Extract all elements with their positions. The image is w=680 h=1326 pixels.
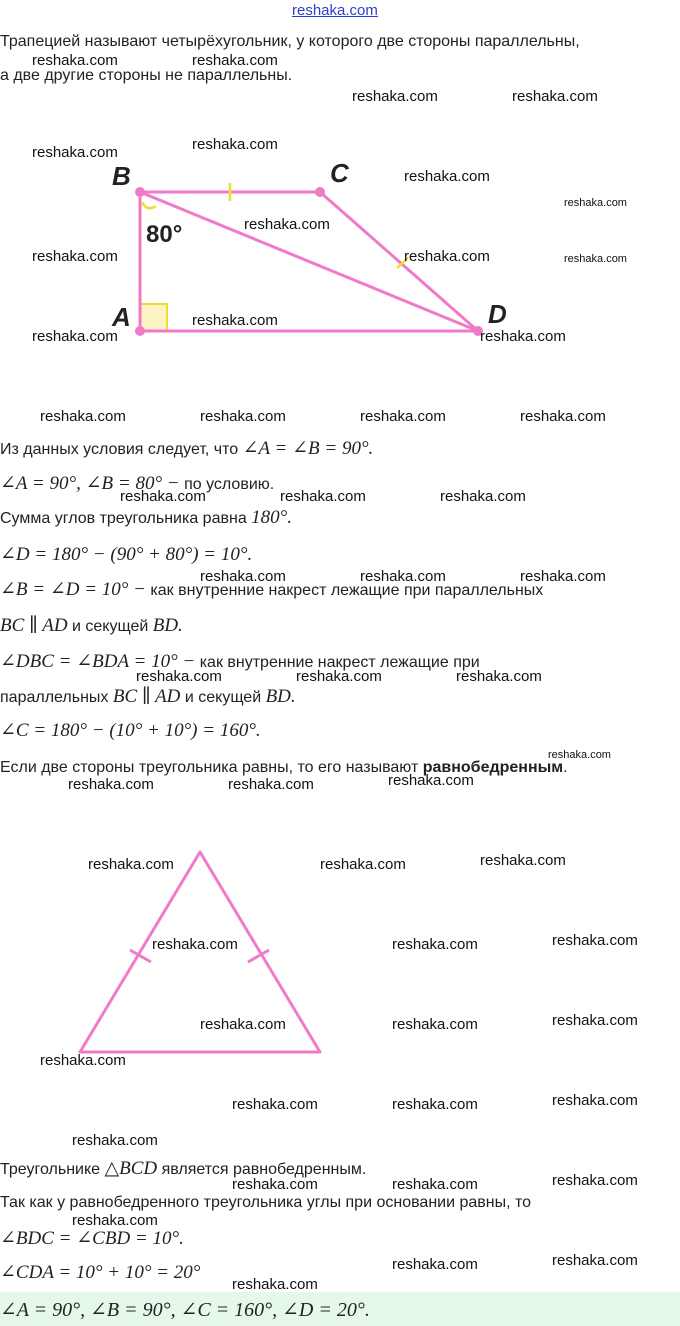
solution-line-9: ∠C = 180° − (10° + 10°) = 160°.	[0, 720, 261, 741]
watermark: reshaka.com	[392, 1256, 478, 1273]
watermark: reshaka.com	[40, 408, 126, 425]
solution-line-1: Из данных условия следует, что ∠A = ∠B = 90°.	[0, 438, 374, 459]
watermark: reshaka.com	[440, 488, 526, 505]
watermark: reshaka.com	[296, 668, 382, 685]
watermark: reshaka.com	[232, 1276, 318, 1293]
answer-text: ∠A = 90°, ∠B = 90°, ∠C = 160°, ∠D = 20°.	[0, 1299, 370, 1321]
intro-line-2: а две другие стороны не параллельны.	[0, 67, 293, 84]
solution2-line-1: Треугольнике △BCD является равнобедренным.	[0, 1158, 367, 1179]
watermark: reshaka.com	[232, 1096, 318, 1113]
watermark: reshaka.com	[40, 1052, 126, 1069]
vertex-label-b: B	[112, 161, 131, 191]
watermark: reshaka.com	[120, 488, 206, 505]
watermark: reshaka.com	[552, 932, 638, 949]
angle-arc	[142, 202, 156, 208]
watermark: reshaka.com	[392, 1176, 478, 1193]
watermark: reshaka.com	[404, 168, 490, 185]
watermark: reshaka.com	[548, 749, 611, 761]
watermark: reshaka.com	[88, 856, 174, 873]
watermark: reshaka.com	[480, 852, 566, 869]
watermark: reshaka.com	[32, 144, 118, 161]
site-header-link[interactable]: reshaka.com	[292, 2, 378, 19]
watermark: reshaka.com	[552, 1252, 638, 1269]
watermark: reshaka.com	[456, 668, 542, 685]
watermark: reshaka.com	[360, 408, 446, 425]
watermark: reshaka.com	[404, 248, 490, 265]
watermark: reshaka.com	[564, 253, 627, 265]
watermark: reshaka.com	[244, 216, 330, 233]
isosceles-triangle-figure	[0, 840, 400, 1070]
watermark: reshaka.com	[72, 1212, 158, 1229]
solution-line-7: ∠DBC = ∠BDA = 10° − как внутренние накрест лежащие при	[0, 651, 480, 672]
watermark: reshaka.com	[32, 328, 118, 345]
watermark: reshaka.com	[392, 936, 478, 953]
watermark: reshaka.com	[512, 88, 598, 105]
watermark: reshaka.com	[32, 248, 118, 265]
watermark: reshaka.com	[200, 1016, 286, 1033]
watermark: reshaka.com	[192, 312, 278, 329]
solution-line-10: Если две стороны треугольника равны, то его называют равнобедренным.	[0, 759, 568, 776]
watermark: reshaka.com	[392, 1016, 478, 1033]
watermark: reshaka.com	[192, 52, 278, 69]
vertex-label-c: C	[330, 158, 349, 188]
watermark: reshaka.com	[200, 568, 286, 585]
watermark: reshaka.com	[388, 772, 474, 789]
watermark: reshaka.com	[228, 776, 314, 793]
solution-line-8: параллельных BC ∥ AD и секущей BD.	[0, 686, 296, 707]
watermark: reshaka.com	[72, 1132, 158, 1149]
watermark: reshaka.com	[520, 408, 606, 425]
watermark: reshaka.com	[152, 936, 238, 953]
solution-line-6: BC ∥ AD и секущей BD.	[0, 615, 183, 636]
watermark: reshaka.com	[68, 776, 154, 793]
watermark: reshaka.com	[564, 197, 627, 209]
solution2-line-3: ∠BDC = ∠CBD = 10°.	[0, 1228, 184, 1249]
right-angle-marker	[140, 304, 167, 331]
watermark: reshaka.com	[392, 1096, 478, 1113]
watermark: reshaka.com	[480, 328, 566, 345]
solution-line-2: ∠A = 90°, ∠B = 80° − по условию.	[0, 473, 275, 494]
watermark: reshaka.com	[232, 1176, 318, 1193]
watermark: reshaka.com	[552, 1092, 638, 1109]
watermark: reshaka.com	[200, 408, 286, 425]
solution2-line-4: ∠CDA = 10° + 10° = 20°	[0, 1262, 201, 1283]
watermark: reshaka.com	[552, 1012, 638, 1029]
solution-line-4: ∠D = 180° − (90° + 80°) = 10°.	[0, 544, 253, 565]
watermark: reshaka.com	[552, 1172, 638, 1189]
vertex-label-a: A	[112, 302, 131, 332]
watermark: reshaka.com	[352, 88, 438, 105]
watermark: reshaka.com	[320, 856, 406, 873]
watermark: reshaka.com	[360, 568, 446, 585]
intro-line-1: Трапецией называют четырёхугольник, у которого две стороны параллельны,	[0, 33, 580, 50]
angle-label-80: 80°	[146, 221, 183, 248]
watermark: reshaka.com	[32, 52, 118, 69]
answer-box	[0, 1292, 680, 1326]
solution-line-5: ∠B = ∠D = 10° − как внутренние накрест лежащие при параллельных	[0, 579, 544, 600]
solution2-line-2: Так как у равнобедренного треугольника углы при основании равны, то	[0, 1194, 532, 1211]
watermark: reshaka.com	[280, 488, 366, 505]
watermark: reshaka.com	[192, 136, 278, 153]
watermark: reshaka.com	[520, 568, 606, 585]
vertex-label-d: D	[488, 299, 507, 329]
watermark: reshaka.com	[136, 668, 222, 685]
solution-line-3: Сумма углов треугольника равна 180°.	[0, 507, 293, 528]
